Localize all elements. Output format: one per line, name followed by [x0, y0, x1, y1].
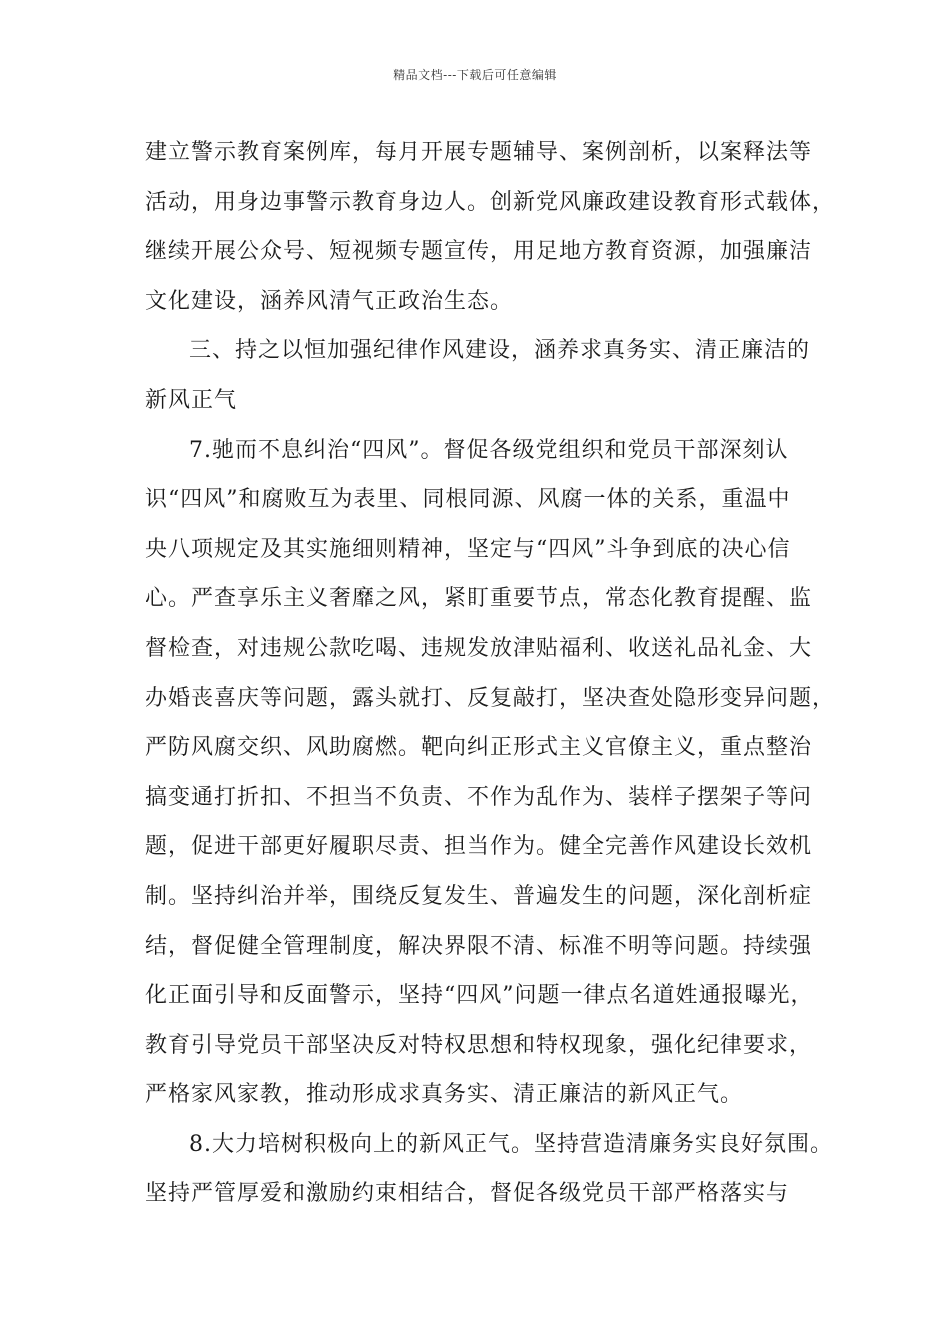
text-line: 办婚丧喜庆等问题，露头就打、反复敲打，坚决查处隐形变异问题，	[145, 685, 836, 711]
section-heading-line: 三、持之以恒加强纪律作风建设，涵养求真务实、清正廉洁的	[189, 338, 811, 364]
text-line: 教育引导党员干部坚决反对特权思想和特权现象，强化纪律要求，	[145, 1032, 813, 1058]
text-line: 央八项规定及其实施细则精神，坚定与“四风”斗争到底的决心信	[145, 536, 791, 562]
text-line: 严防风腐交织、风助腐燃。靶向纠正形式主义官僚主义，重点整治	[145, 735, 813, 761]
text-line: 制。坚持纠治并举，围绕反复发生、普遍发生的问题，深化剖析症	[145, 883, 813, 909]
page-header: 精品文档---下载后可任意编辑	[393, 68, 557, 82]
text-line: 结，督促健全管理制度，解决界限不清、标准不明等问题。持续强	[145, 933, 813, 959]
paragraph-7-start: 7.驰而不息纠治“四风”。督促各级党组织和党员干部深刻认	[189, 437, 789, 463]
paragraph-8-start: 8.大力培树积极向上的新风正气。坚持营造清廉务实良好氛围。	[189, 1131, 833, 1157]
text-line: 化正面引导和反面警示，坚持“四风”问题一律点名道姓通报曝光，	[145, 983, 814, 1009]
text-line: 继续开展公众号、短视频专题宣传，用足地方教育资源，加强廉洁	[145, 239, 813, 265]
section-heading-line: 新风正气	[145, 387, 238, 413]
document-body	[145, 128, 836, 1219]
text-line: 心。严查享乐主义奢靡之风，紧盯重要节点，常态化教育提醒、监	[145, 586, 813, 612]
text-line: 严格家风家教，推动形成求真务实、清正廉洁的新风正气。	[145, 1082, 744, 1108]
text-line: 建立警示教育案例库，每月开展专题辅导、案例剖析，以案释法等	[145, 140, 813, 165]
text-line: 识“四风”和腐败互为表里、同根同源、风腐一体的关系，重温中	[145, 487, 791, 513]
text-line: 文化建设，涵养风清气正政治生态。	[145, 288, 514, 314]
text-line: 坚持严管厚爱和激励约束相结合，督促各级党员干部严格落实与	[145, 1181, 790, 1207]
text-line: 搞变通打折扣、不担当不负责、不作为乱作为、装样子摆架子等问	[145, 784, 813, 810]
text-line: 督检查，对违规公款吃喝、违规发放津贴福利、收送礼品礼金、大	[145, 635, 813, 661]
text-line: 题，促进干部更好履职尽责、担当作为。健全完善作风建设长效机	[145, 834, 813, 860]
text-line: 活动，用身边事警示教育身边人。创新党风廉政建设教育形式载体，	[145, 189, 836, 215]
